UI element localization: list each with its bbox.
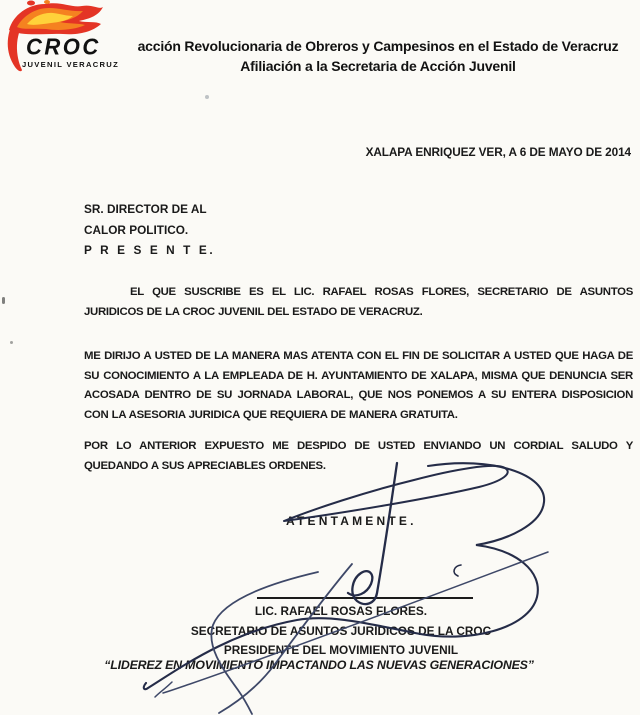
scan-speck	[10, 341, 13, 344]
croc-logo-wordmark: CROC	[26, 33, 101, 60]
scan-speck	[205, 95, 209, 99]
signer-title-1: SECRETARIO DE ASUNTOS JURIDICOS DE LA CROC	[190, 624, 492, 638]
letterhead-line1: acción Revolucionaria de Obreros y Campesinos en el Estado de Veracruz	[137, 38, 619, 54]
recipient-line3: P R E S E N T E.	[84, 243, 216, 258]
body-paragraph-2: ME DIRIJO A USTED DE LA MANERA MAS ATENTA CON EL FIN DE SOLICITAR A USTED QUE HAGA DE SU CONOCIMIENTO A LA EMPLEADA DE H. AYUNTAMIENTO DE XALAPA, MISMA QUE DENUNCIA SER ACOSADA DENTRO DE SU JORNADA LABORAL, QUE NOS PONEMOS A SU ENTERA DISPOSICION CON LA ASESORIA JURIDICA QUE REQUIERA DE MANERA GRATUITA.	[84, 350, 633, 421]
body-paragraph-1: EL QUE SUSCRIBE ES EL LIC. RAFAEL ROSAS FLORES, SECRETARIO DE ASUNTOS JURIDICOS DE LA CROC JUVENIL DEL ESTADO DE VERACRUZ.	[84, 286, 633, 318]
scan-speck	[2, 297, 5, 304]
body-paragraph-3: POR LO ANTERIOR EXPUESTO ME DESPIDO DE USTED ENVIANDO UN CORDIAL SALUDO Y QUEDANDO A SUS APRECIABLES ORDENES.	[84, 440, 633, 472]
signer-title-2: PRESIDENTE DEL MOVIMIENTO JUVENIL	[223, 643, 459, 657]
recipient-line1: SR. DIRECTOR DE AL	[84, 202, 207, 216]
closing-salutation: ATENTAMENTE.	[286, 514, 417, 528]
dateline: XALAPA ENRIQUEZ VER, A 6 DE MAYO DE 2014	[365, 145, 631, 159]
recipient-line2: CALOR POLITICO.	[84, 222, 189, 237]
signer-motto: “LIDEREZ EN MOVIMIENTO IMPACTANDO LAS NUEVAS GENERACIONES”	[104, 658, 534, 672]
signature-rule	[257, 597, 473, 599]
croc-logo-subtitle: JUVENIL VERACRUZ	[22, 60, 120, 69]
letterhead	[118, 36, 638, 76]
letterhead-line2: Afiliación a la Secretaria de Acción Juvenil	[240, 58, 516, 74]
signer-name: LIC. RAFAEL ROSAS FLORES.	[254, 604, 428, 618]
recipient-block	[84, 199, 215, 261]
